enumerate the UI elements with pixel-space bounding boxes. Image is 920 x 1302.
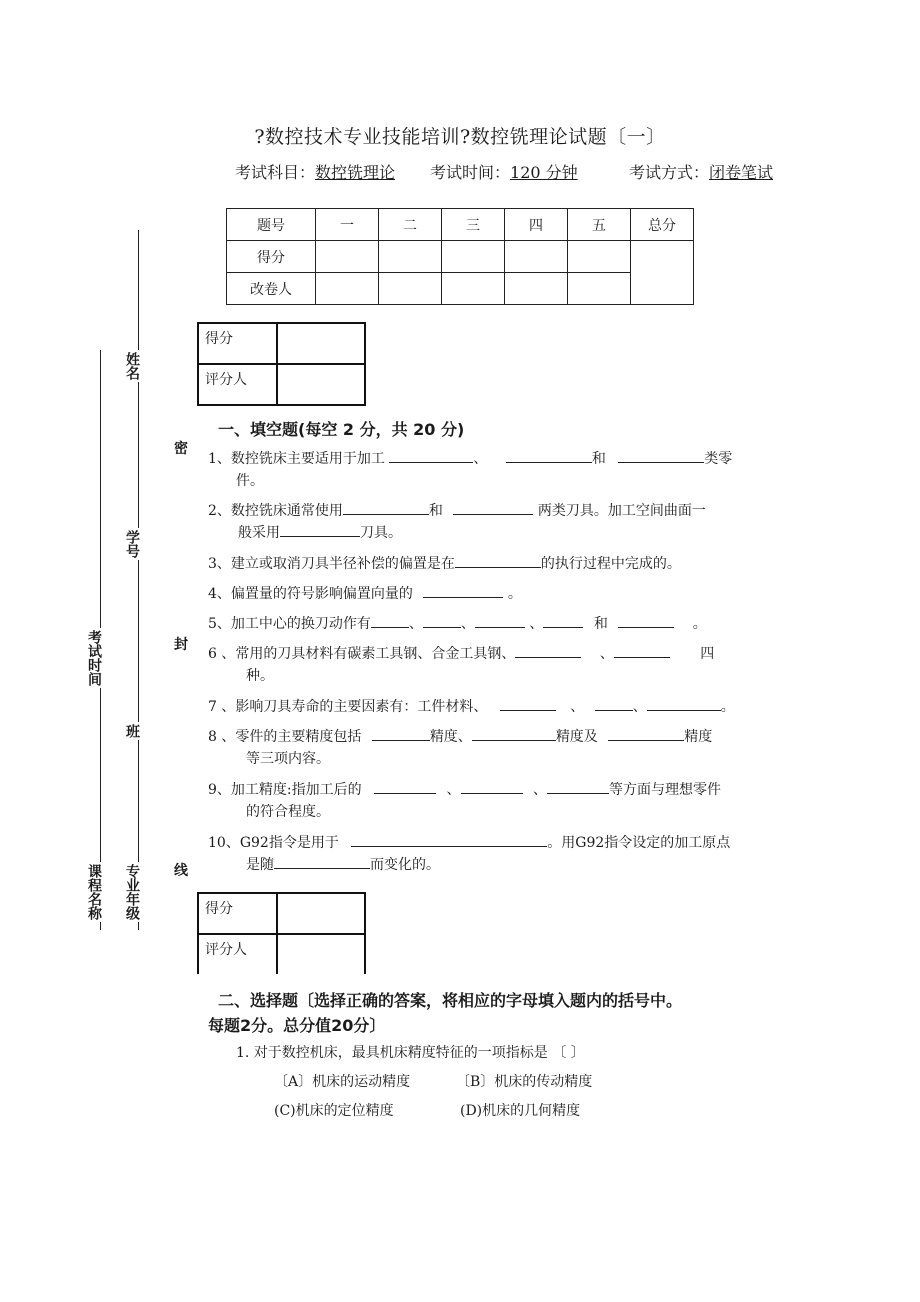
- q-text: 两类刀具。加工空间曲面一: [537, 503, 706, 519]
- answer-blank[interactable]: [343, 500, 429, 515]
- mc-option-a[interactable]: 〔A〕机床的运动精度: [274, 1074, 411, 1090]
- margin-name-label: 姓名: [124, 352, 140, 380]
- grader-box-score-value[interactable]: [277, 323, 365, 364]
- q-text: 精度及: [555, 729, 598, 745]
- answer-blank[interactable]: [461, 779, 523, 794]
- q-text: 般采用: [238, 525, 280, 541]
- method-value: 闭卷笔试: [709, 163, 774, 182]
- q-number: 7 、: [208, 699, 236, 715]
- score-header-cell: 题号: [227, 209, 316, 241]
- q-text: 零件的主要精度包括: [235, 729, 362, 745]
- answer-blank[interactable]: [618, 448, 704, 463]
- subject-label: 考试科目：: [235, 163, 316, 182]
- q-number: 2、: [208, 503, 231, 519]
- answer-blank[interactable]: [374, 779, 436, 794]
- question-8: [208, 726, 788, 770]
- method-label: 考试方式：: [629, 163, 710, 182]
- grader-box-grader-value[interactable]: [277, 364, 365, 405]
- answer-blank[interactable]: [372, 726, 430, 741]
- margin-class-label: 班: [124, 724, 140, 738]
- q-number: 8 、: [208, 729, 236, 745]
- q-text: 加工精度:指加工后的: [230, 782, 362, 798]
- q-text: 和: [593, 616, 608, 632]
- q-text: 。用G92指令设定的加工原点: [547, 835, 731, 851]
- grader-box-grader-value[interactable]: [277, 934, 365, 974]
- q-number: 6 、: [208, 646, 236, 662]
- question-9: [208, 779, 788, 823]
- grader-box-score-label: 得分: [198, 323, 277, 364]
- q-text: 件。: [236, 473, 264, 489]
- score-table-row: [227, 273, 694, 305]
- answer-blank[interactable]: [547, 779, 609, 794]
- q-text: 而变化的。: [370, 857, 440, 873]
- grader-cell[interactable]: [316, 273, 379, 305]
- q-text: 类零: [704, 451, 733, 467]
- q-text: 影响刀具寿命的主要因素有：工件材料、: [235, 699, 488, 715]
- answer-blank[interactable]: [423, 613, 461, 628]
- q-text: 、: [570, 699, 585, 715]
- mc-option-c[interactable]: (C)机床的定位精度: [274, 1103, 394, 1119]
- q-text: 数控铣床主要适用于加工: [230, 451, 385, 467]
- q-text: 建立或取消刀具半径补偿的偏置是在: [230, 556, 455, 572]
- question-2: [208, 500, 788, 544]
- margin-line-inner: [138, 230, 139, 930]
- q-text: 加工中心的换刀动作有: [230, 616, 371, 632]
- answer-blank[interactable]: [455, 553, 541, 568]
- answer-blank[interactable]: [389, 448, 473, 463]
- grader-box-grader-label: 评分人: [198, 364, 277, 405]
- exam-subject: [235, 160, 395, 183]
- answer-blank[interactable]: [453, 500, 533, 515]
- q-text: 。: [720, 699, 735, 715]
- q-text: 精度: [684, 729, 713, 745]
- margin-major-grade-label: 专业年级: [124, 864, 140, 920]
- exam-method: [629, 160, 773, 183]
- question-3: [208, 553, 788, 575]
- q-text: 等三项内容。: [246, 751, 330, 767]
- score-row-label: 得分: [227, 241, 316, 273]
- q-text: 、: [599, 646, 614, 662]
- q-text: G92指令是用于: [239, 835, 339, 851]
- score-table: [226, 208, 694, 305]
- answer-blank[interactable]: [472, 726, 556, 741]
- grader-box-grader-label: 评分人: [198, 934, 277, 974]
- time-value: 120 分钟: [510, 163, 578, 182]
- score-cell[interactable]: [442, 241, 505, 273]
- seal-xian: 线: [174, 863, 188, 879]
- score-header-cell: 二: [379, 209, 442, 241]
- q-text: 、: [632, 699, 647, 715]
- answer-blank[interactable]: [280, 522, 360, 537]
- q-number: 3、: [208, 556, 231, 572]
- answer-blank[interactable]: [595, 696, 633, 711]
- q-text: 和: [591, 451, 606, 467]
- grader-cell[interactable]: [505, 273, 568, 305]
- score-table-row: [227, 241, 694, 273]
- answer-blank[interactable]: [647, 696, 721, 711]
- score-cell[interactable]: [379, 241, 442, 273]
- section2-title-line1: 二、选择题〔选择正确的答案，将相应的字母填入题内的括号中。: [218, 991, 683, 1010]
- q-text: 精度、: [429, 729, 472, 745]
- question-6: [208, 643, 788, 687]
- q-number: 4、: [208, 586, 231, 602]
- answer-blank[interactable]: [506, 448, 592, 463]
- margin-course-name-label: 课程名称: [86, 864, 102, 920]
- question-5: [208, 613, 788, 635]
- answer-blank[interactable]: [371, 613, 409, 628]
- answer-blank[interactable]: [618, 613, 674, 628]
- grader-cell[interactable]: [442, 273, 505, 305]
- mc-option-d[interactable]: (D)机床的几何精度: [460, 1103, 581, 1119]
- q-number: 9、: [208, 782, 231, 798]
- answer-blank[interactable]: [614, 643, 670, 658]
- score-cell[interactable]: [568, 241, 631, 273]
- score-header-cell: 五: [568, 209, 631, 241]
- grader-box-section2: [197, 892, 366, 974]
- q-text: 的符合程度。: [246, 804, 330, 820]
- answer-blank[interactable]: [274, 854, 370, 869]
- score-row-label: 改卷人: [227, 273, 316, 305]
- q-text: 等方面与理想零件: [609, 782, 721, 798]
- question-7: [208, 696, 798, 718]
- section1-title: 一、填空题(每空 2 分，共 20 分): [218, 420, 465, 439]
- q-number: 10、: [208, 835, 240, 851]
- answer-blank[interactable]: [515, 643, 581, 658]
- exam-duration: [430, 160, 578, 183]
- q-text: 偏置量的符号影响偏置向量的: [230, 586, 413, 602]
- score-header-cell: 总分: [631, 209, 694, 241]
- q-text: 四: [700, 646, 715, 662]
- q-text: 、: [529, 616, 544, 632]
- answer-blank[interactable]: [423, 583, 503, 598]
- score-cell[interactable]: [316, 241, 379, 273]
- grader-box-score-value[interactable]: [277, 893, 365, 934]
- q-text: 、: [446, 782, 461, 798]
- mc-option-b[interactable]: 〔B〕机床的传动精度: [456, 1074, 593, 1090]
- question-10: [208, 832, 788, 876]
- total-score-cell[interactable]: [631, 241, 694, 305]
- score-header-cell: 四: [505, 209, 568, 241]
- score-table-header-row: [227, 209, 694, 241]
- time-label: 考试时间：: [430, 163, 511, 182]
- answer-blank[interactable]: [351, 832, 547, 847]
- subject-value: 数控铣理论: [315, 163, 396, 182]
- q-text: 的执行过程中完成的。: [540, 556, 681, 572]
- q-number: 5、: [208, 616, 231, 632]
- q-text: 、: [473, 451, 488, 467]
- q-text: 、: [533, 782, 547, 798]
- q-number: 1、: [208, 451, 231, 467]
- question-4: [208, 583, 788, 605]
- margin-student-id-label: 学号: [124, 530, 140, 558]
- q-text: 是随: [246, 857, 274, 873]
- grader-cell[interactable]: [379, 273, 442, 305]
- grader-cell[interactable]: [568, 273, 631, 305]
- q-text: 种。: [246, 668, 274, 684]
- mc-question-1-stem: 1. 对于数控机床，最具机床精度特征的一项指标是 〔 〕: [236, 1045, 585, 1061]
- score-header-cell: 三: [442, 209, 505, 241]
- q-text: 刀具。: [360, 525, 402, 541]
- q-text: 和: [428, 503, 443, 519]
- q-text: 、: [460, 616, 475, 632]
- q-text: 数控铣床通常使用: [230, 503, 343, 519]
- score-header-cell: 一: [316, 209, 379, 241]
- answer-blank[interactable]: [543, 613, 583, 628]
- grader-box-section1: [197, 322, 366, 406]
- question-1: [208, 448, 788, 492]
- q-text: 常用的刀具材料有碳素工具钢、合金工具钢、: [235, 646, 516, 662]
- page-title: ?数控技术专业技能培训?数控铣理论试题〔一〕: [254, 126, 666, 148]
- q-text: 。: [692, 616, 707, 632]
- answer-blank[interactable]: [608, 726, 684, 741]
- grader-box-score-label: 得分: [198, 893, 277, 934]
- seal-mi: 密: [174, 441, 188, 457]
- section2-title-line2: 每题2分。总分值20分〕: [208, 1016, 386, 1035]
- q-text: 、: [408, 616, 423, 632]
- margin-exam-time-label: 考试时间: [86, 630, 102, 686]
- score-cell[interactable]: [505, 241, 568, 273]
- q-text: 。: [507, 586, 522, 602]
- seal-feng: 封: [174, 637, 188, 653]
- answer-blank[interactable]: [500, 696, 556, 711]
- answer-blank[interactable]: [475, 613, 525, 628]
